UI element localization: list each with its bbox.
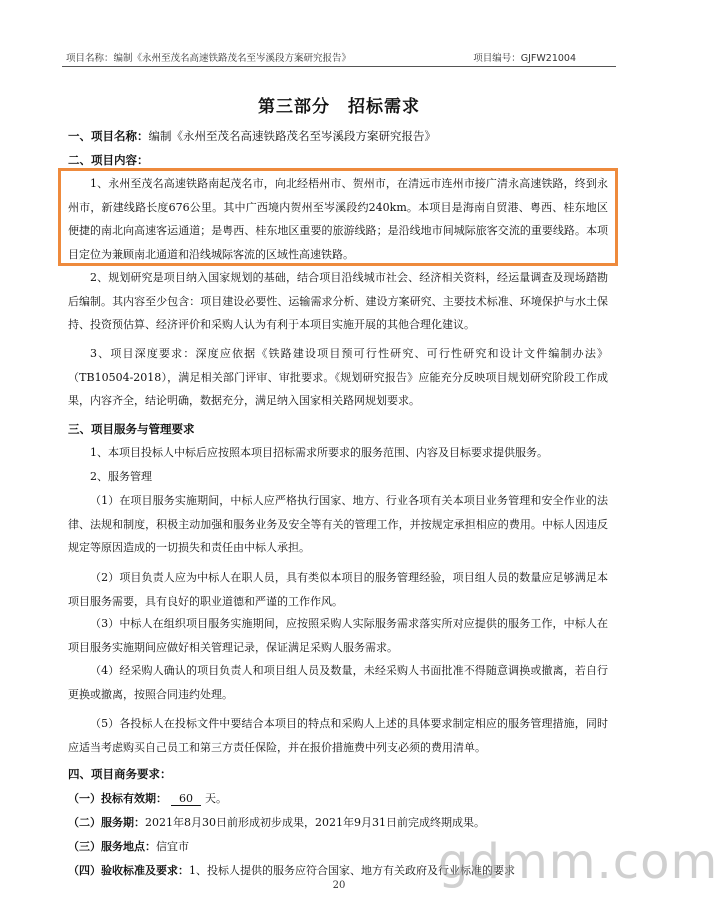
section-2-paragraph-3: 3、项目深度要求：深度应依据《铁路建设项目预可行性研究、可行性研究和设计文件编制办法》（TB10504-2018），满足相关部门评审、审批要求。《规划研究报告》应能充分反映项目规划研究阶段工作成果，内容齐全，结论明确，数据充分，满足纳入国家相关路网规划要求。 <box>68 347 608 407</box>
header-project-number: 项目编号：GJFW21004 <box>473 53 576 64</box>
service-period-label: （二）服务期： <box>68 816 145 829</box>
service-item-5: （5）各投标人在投标文件中要结合本项目的特点和采购人上述的具体要求制定相应的服务管理措施，同时应适当考虑购买自己员工和第三方责任保险，并在报价措施费中列支必须的费用清单。 <box>68 717 608 754</box>
section-4-heading: 四、项目商务要求： <box>68 767 172 781</box>
section-2-paragraph-1: 1、永州至茂名高速铁路南起茂名市，向北经梧州市、贺州市，在清远市连州市接广清永高速铁路，终到永州市，新建线路长度676公里。其中广西境内贺州至岑溪段约240km。本项目是海南自贸港、粤西、桂东地区便捷的南北向高速客运通道；是粤西、桂东地区重要的旅游线路；是沿线地市间城际旅客交流的重要线路。本项目定位为兼顾南北通道和沿线城际客流的区域性高速铁路。 <box>68 177 608 261</box>
bid-validity-label: （一）投标有效期： <box>68 792 167 805</box>
service-period-text: 2021年8月30日前形成初步成果，2021年9月31日前完成终期成果。 <box>145 816 485 829</box>
service-location-text: 信宜市 <box>156 840 189 853</box>
section-3-paragraph-1: 1、本项目投标人中标后应按照本项目招标需求所要求的服务范围、内容及目标要求提供服务。 <box>90 446 548 459</box>
service-item-1: （1）在项目服务实施期间，中标人应严格执行国家、地方、行业各项有关本项目业务管理和安全作业的法律、法规和制度，积极主动加强和服务业务及安全等有关的管理工作，并按规定承担相应的费用。中标人因违反规定等原因造成的一切损失和责任由中标人承担。 <box>68 494 608 554</box>
bid-validity-value: 60 <box>171 792 201 806</box>
section-1-text: 编制《永州至茂名高速铁路茂名至岑溪段方案研究报告》 <box>148 129 436 143</box>
service-item-2: （2）项目负责人应为中标人在职人员，具有类似本项目的服务管理经验，项目组人员的数量应足够满足本项目服务需要，具有良好的职业道德和严谨的工作作风。 <box>68 571 608 608</box>
header-project-name: 项目名称：编制《永州至茂名高速铁路茂名至岑溪段方案研究报告》 <box>66 53 352 64</box>
section-1-label: 一、项目名称： <box>68 129 149 143</box>
page-header <box>66 50 576 64</box>
header-rule <box>62 66 616 67</box>
acceptance-text: 1、投标人提供的服务应符合国家、地方有关政府及行业标准的要求 <box>189 864 515 877</box>
section-3-paragraph-2: 2、服务管理 <box>90 470 152 483</box>
section-1-heading <box>68 128 436 144</box>
service-item-3: （3）中标人在组织项目服务实施期间，应按照采购人实际服务需求落实所对应提供的服务工作，中标人在项目服务实施期间应做好相关管理记录，保证满足采购人服务需求。 <box>68 617 608 654</box>
business-item-3 <box>68 838 189 854</box>
service-location-label: （三）服务地点： <box>68 840 156 853</box>
service-item-4: （4）经采购人确认的项目负责人和项目组人员及数量，未经采购人书面批准不得随意调换或撤离，若自行更换或撤离，按照合同违约处理。 <box>68 664 608 701</box>
business-item-1 <box>68 790 227 806</box>
page-title: 第三部分 招标需求 <box>258 97 420 117</box>
watermark: gdmm.com <box>438 834 718 890</box>
section-2-heading: 二、项目内容： <box>68 153 149 167</box>
section-2-paragraph-2: 2、规划研究是项目纳入国家规划的基础，结合项目沿线城市社会、经济相关资料，经运量调查及现场踏勘后编制。其内容至少包含：项目建设必要性、运输需求分析、建设方案研究、主要技术标准、环境保护与水土保持、投资预估算、经济评价和采购人认为有利于本项目实施开展的其他合理化建议。 <box>68 271 608 331</box>
acceptance-label: （四）验收标准及要求： <box>68 864 189 877</box>
page-number: 20 <box>332 880 346 891</box>
section-3-heading: 三、项目服务与管理要求 <box>68 422 195 436</box>
business-item-2 <box>68 814 485 830</box>
bid-validity-unit: 天。 <box>205 792 227 805</box>
